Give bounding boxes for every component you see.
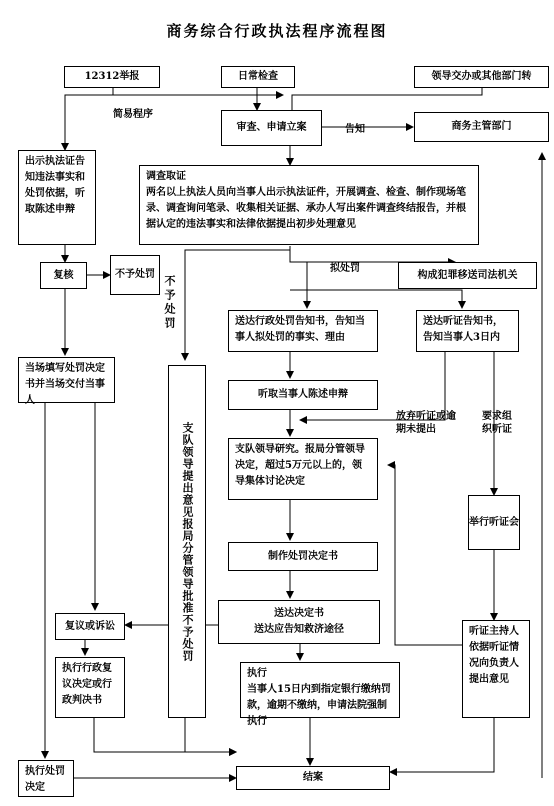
execute-review-box: 执行行政复议决定或行政判决书 xyxy=(55,657,125,718)
waive-hearing-label: 放弃听证或逾期未提出 xyxy=(396,411,456,435)
appeal-box: 复议或诉讼 xyxy=(55,613,125,640)
show-cert-box: 出示执法证告知违法事实和处罚依据，听取陈述申辩 xyxy=(18,150,96,245)
recheck-box: 复核 xyxy=(40,262,87,289)
leader-vertical-box xyxy=(168,365,206,718)
onsite-decision-box: 当场填写处罚决定书并当场交付当事人 xyxy=(18,357,115,403)
daily-check-box: 日常检查 xyxy=(221,66,295,88)
leader-study-box: 支队领导研究。报局分管领导决定，超过5万元以上的，领导集体讨论决定 xyxy=(228,438,378,500)
proposed-label: 拟处罚 xyxy=(330,263,360,274)
no-penalty-box: 不予处罚 xyxy=(110,255,160,295)
no-penalty-vertical-label: 不予处罚 xyxy=(163,275,176,331)
execute-box: 执行 当事人15日内到指定银行缴纳罚款，逾期不缴纳，申请法院强制执行 xyxy=(240,662,400,718)
request-hearing-label: 要求组织听证 xyxy=(482,411,512,435)
notice-penalty-box: 送达行政处罚告知书，告知当事人拟处罚的事实、理由 xyxy=(228,310,378,352)
make-decision-box: 制作处罚决定书 xyxy=(228,542,378,571)
hearing-host-box: 听证主持人依据听证情况向负责人提出意见 xyxy=(462,620,530,718)
execute-penalty-box: 执行处罚决定 xyxy=(18,760,74,797)
hold-hearing-box: 举行听证会 xyxy=(468,495,520,550)
leader-assign-box: 领导交办或其他部门转 xyxy=(414,66,549,88)
simple-program-label: 简易程序 xyxy=(113,109,153,120)
report-box: 12312举报 xyxy=(64,66,160,88)
notice-hearing-box: 送达听证告知书，告知当事人3日内 xyxy=(416,310,519,352)
crime-transfer-box: 构成犯罪移送司法机关 xyxy=(398,262,537,289)
listen-box: 听取当事人陈述申辩 xyxy=(228,380,378,410)
page-title: 商务综合行政执法程序流程图 xyxy=(166,22,388,40)
commerce-dept-box: 商务主管部门 xyxy=(414,112,549,142)
close-box: 结案 xyxy=(236,766,390,790)
inform-label: 告知 xyxy=(345,124,365,135)
review-box: 审查、申请立案 xyxy=(221,110,322,146)
investigate-box: 调查取证 两名以上执法人员向当事人出示执法证件，开展调查、检查、制作现场笔录、调查询问笔录、收集相关证据、承办人写出案件调查终结报告，并根据认定的违法事实和法律依据提出初步处理意见 xyxy=(139,165,479,245)
leader-vertical-text: 支队领导提出意见报局分管领导批准不予处罚 xyxy=(181,421,194,662)
deliver-box: 送达决定书 送达应告知救济途径 xyxy=(218,600,380,644)
